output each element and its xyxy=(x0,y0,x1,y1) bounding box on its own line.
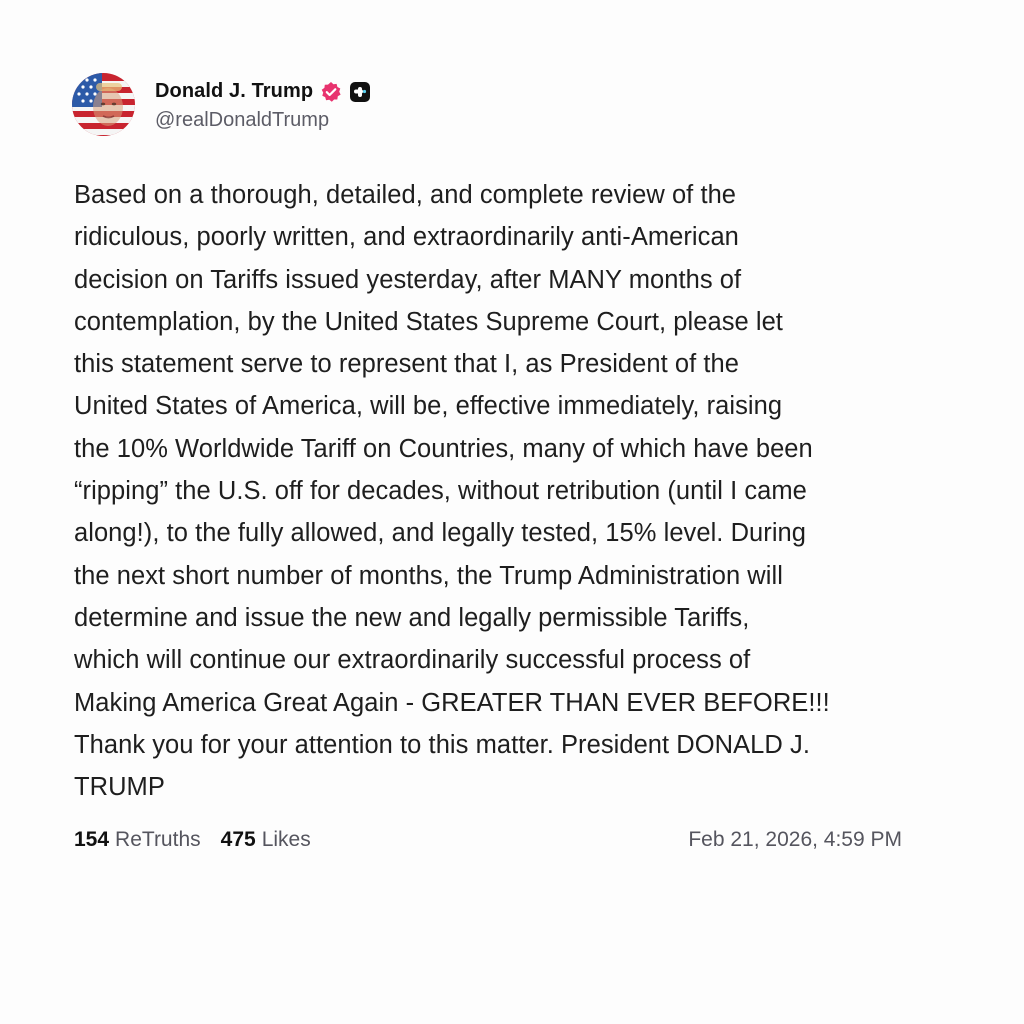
display-name[interactable]: Donald J. Trump xyxy=(155,80,314,102)
avatar[interactable] xyxy=(72,73,135,136)
post-footer xyxy=(74,824,902,856)
author-handle[interactable]: @realDonaldTrump xyxy=(155,108,330,131)
post-header xyxy=(72,72,370,136)
truth-social-badge-icon xyxy=(350,82,370,102)
retruths-label: ReTruths xyxy=(115,828,201,851)
author-identity xyxy=(155,77,370,132)
likes-count: 475 xyxy=(220,828,256,851)
retruths-stat[interactable] xyxy=(74,828,201,852)
likes-label: Likes xyxy=(261,828,311,851)
avatar-image xyxy=(72,73,135,136)
name-row xyxy=(155,77,370,107)
post-timestamp[interactable]: Feb 21, 2026, 4:59 PM xyxy=(688,828,902,851)
retruths-count: 154 xyxy=(74,828,110,851)
verified-check-icon xyxy=(320,81,342,103)
post-body: Based on a thorough, detailed, and complete review of the ridiculous, poorly written, and extraordinarily anti-American decision on Tariffs issued yesterday, after MANY months of contemplation, by the United States Supreme Court, please let this statement serve to represent that I, as President of the United States of America, will be, effective immediately, raising the 10% Worldwide Tariff on Countries, many of which have been “ripping” the U.S. off for decades, without retribution (until I came along!), to the fully allowed, and legally tested, 15% level. During the next short number of months, the Trump Administration will determine and issue the new and legally permissible Tariffs, which will continue our extraordinarily successful process of Making America Great Again - GREATER THAN EVER BEFORE!!! Thank you for your attention to this matter. President DONALD J. TRUMP xyxy=(74,181,830,802)
likes-stat[interactable] xyxy=(221,828,311,852)
